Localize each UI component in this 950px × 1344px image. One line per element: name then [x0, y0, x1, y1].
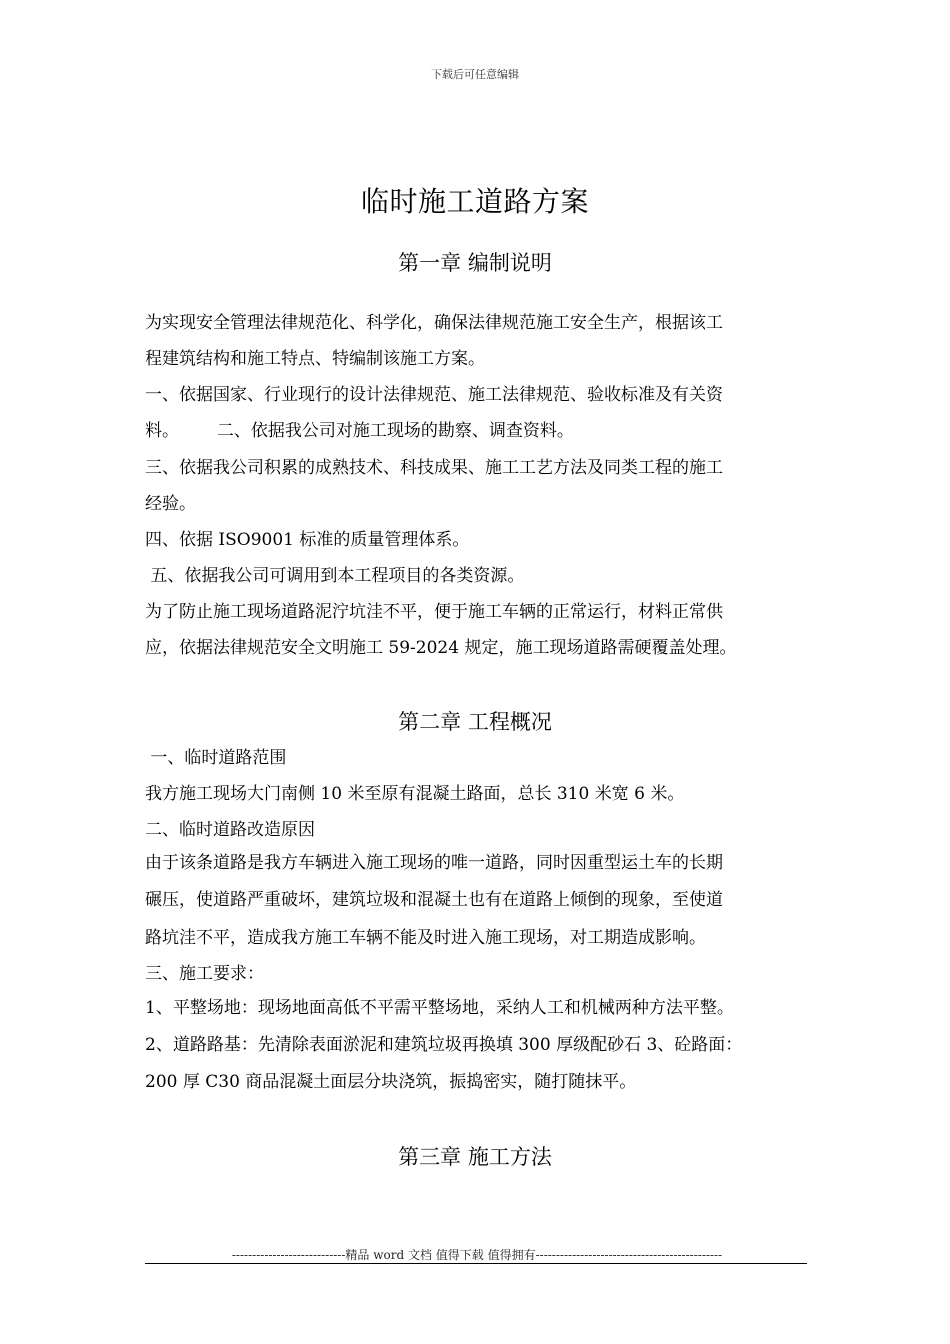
- chapter-2-line: 2、道路路基：先清除表面淤泥和建筑垃圾再换填 300 厚级配砂石 3、砼路面：: [145, 1035, 743, 1055]
- chapter-2-line: 路坑洼不平，造成我方施工车辆不能及时进入施工现场，对工期造成影响。: [145, 928, 706, 948]
- document-title: 临时施工道路方案: [360, 185, 589, 218]
- chapter-1-line: 为实现安全管理法律规范化、科学化，确保法律规范施工安全生产，根据该工: [145, 313, 723, 333]
- chapter-heading-3: 第三章 施工方法: [398, 1145, 552, 1169]
- chapter-1-line: 程建筑结构和施工特点、特编制该施工方案。: [145, 349, 485, 369]
- footer-divider: [145, 1263, 807, 1264]
- chapter-2-line: 一、临时道路范围: [145, 748, 287, 768]
- chapter-1-line: 为了防止施工现场道路泥泞坑洼不平，便于施工车辆的正常运行，材料正常供: [145, 602, 723, 622]
- chapter-2-line: 1、平整场地：现场地面高低不平需平整场地，采纳人工和机械两种方法平整。: [145, 998, 734, 1018]
- chapter-1-line: 经验。: [145, 494, 196, 514]
- chapter-heading-1: 第一章 编制说明: [398, 251, 552, 275]
- chapter-2-line: 由于该条道路是我方车辆进入施工现场的唯一道路，同时因重型运土车的长期: [145, 853, 723, 873]
- chapter-2-line: 二、临时道路改造原因: [145, 820, 315, 840]
- header-note: 下载后可任意编辑: [431, 68, 519, 81]
- chapter-2-line: 200 厚 C30 商品混凝土面层分块浇筑，振捣密实，随打随抹平。: [145, 1072, 637, 1092]
- chapter-1-line: 五、依据我公司可调用到本工程项目的各类资源。: [145, 566, 525, 586]
- chapter-1-line: 一、依据国家、行业现行的设计法律规范、施工法律规范、验收标准及有关资: [145, 385, 723, 405]
- chapter-2-line: 碾压，使道路严重破坏，建筑垃圾和混凝土也有在道路上倾倒的现象，至使道: [145, 890, 723, 910]
- chapter-1-line: 应，依据法律规范安全文明施工 59-2024 规定，施工现场道路需硬覆盖处理。: [145, 638, 737, 658]
- chapter-1-line: 四、依据 ISO9001 标准的质量管理体系。: [145, 530, 470, 550]
- chapter-1-line: 三、依据我公司积累的成熟技术、科技成果、施工工艺方法及同类工程的施工: [145, 458, 723, 478]
- chapter-2-line: 三、施工要求：: [145, 964, 264, 984]
- chapter-heading-2: 第二章 工程概况: [398, 710, 552, 734]
- chapter-1-line: 料。 二、依据我公司对施工现场的勘察、调查资料。: [145, 421, 574, 441]
- chapter-2-line: 我方施工现场大门南侧 10 米至原有混凝土路面，总长 310 米宽 6 米。: [145, 784, 685, 804]
- footer-note: ----------------------------精品 word 文档 值得下载 值得拥有----------------------------------------------: [231, 1248, 723, 1262]
